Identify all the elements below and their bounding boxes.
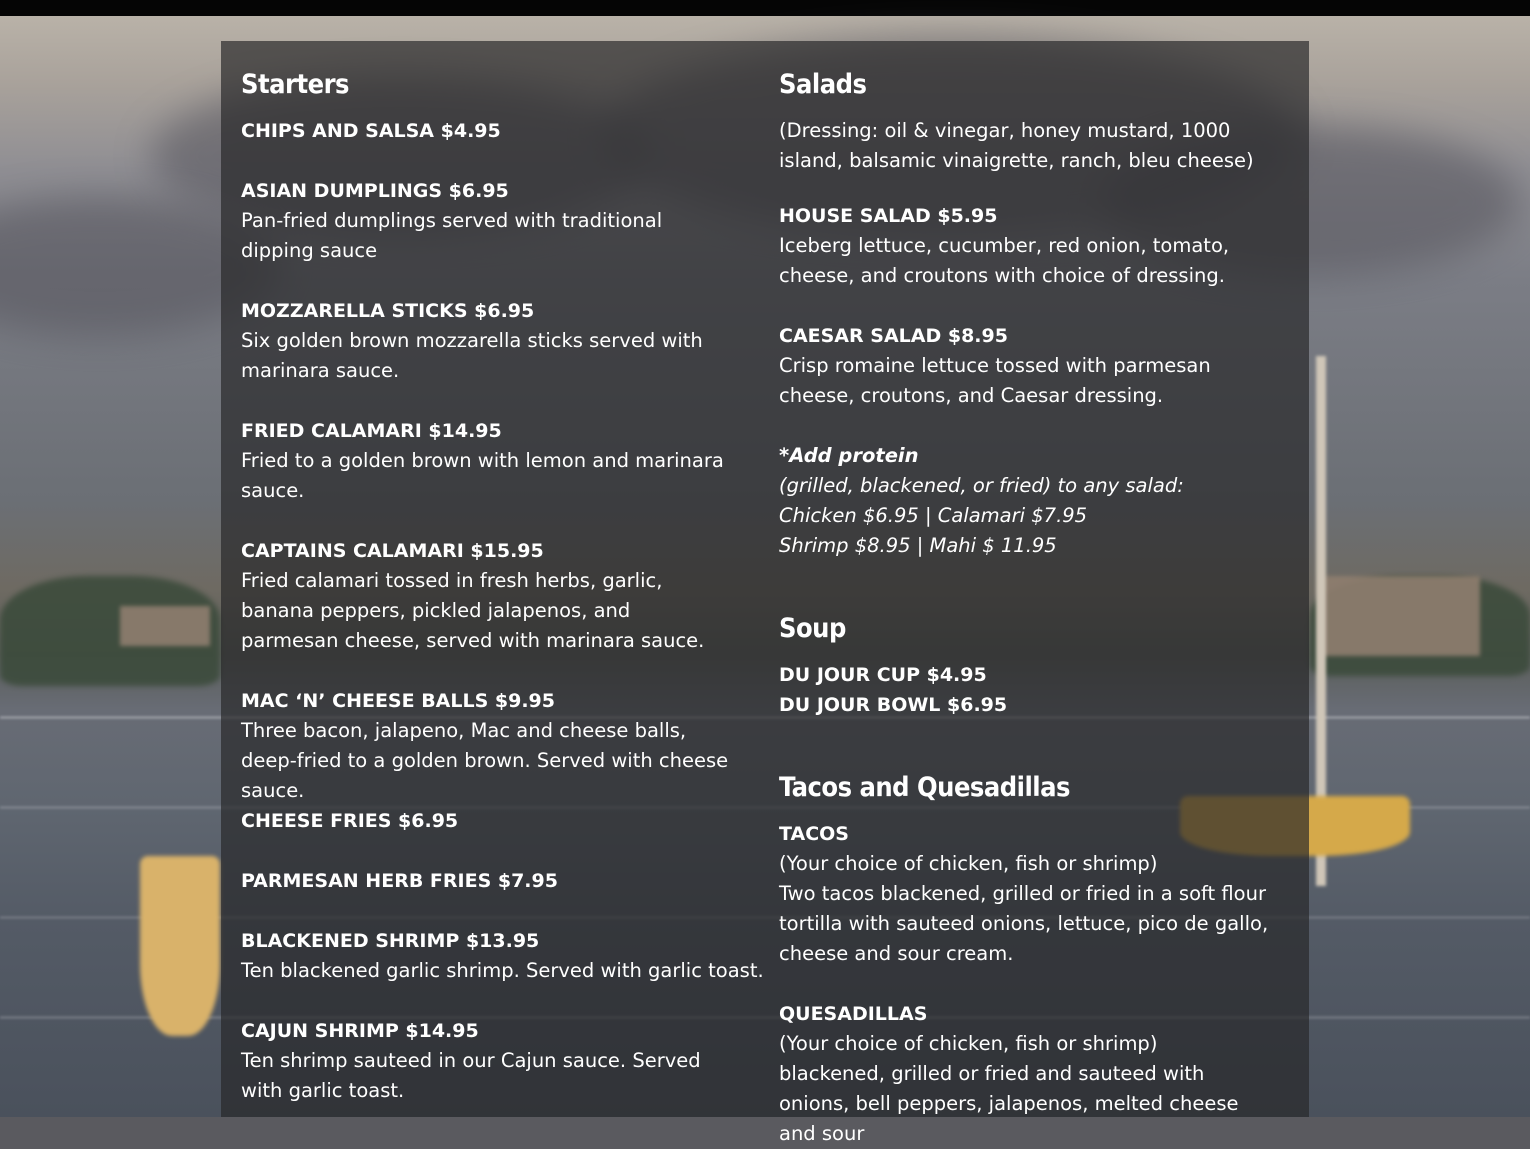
add-protein-heading: *Add protein <box>779 444 919 467</box>
menu-item <box>241 806 458 836</box>
menu-item <box>779 321 1279 411</box>
top-bar <box>0 0 1530 16</box>
item-choice: (Your choice of chicken, fish or shrimp) <box>779 852 1158 875</box>
item-description: Pan-fried dumplings served with traditional dipping sauce <box>241 209 663 262</box>
menu-item <box>241 416 731 506</box>
menu-item <box>241 296 711 386</box>
item-description: Two tacos blackened, grilled or fried in a soft flour tortilla with sauteed onions, lettuce, pico de gallo, cheese and sour cream. <box>779 882 1269 965</box>
item-name: HOUSE SALAD $5.95 <box>779 205 998 227</box>
dressing-note <box>779 116 1279 176</box>
item-name: MAC ‘N’ CHEESE BALLS $9.95 <box>241 690 556 712</box>
menu-item <box>241 866 558 896</box>
item-name: QUESADILLAS <box>779 1003 928 1025</box>
item-name: TACOS <box>779 823 849 845</box>
item-name: CHEESE FRIES $6.95 <box>241 810 459 832</box>
item-name: CHIPS AND SALSA $4.95 <box>241 120 501 142</box>
item-description: Six golden brown mozzarella sticks served with marinara sauce. <box>241 329 703 382</box>
add-protein-line: (grilled, blackened, or fried) to any salad: <box>779 474 1184 497</box>
menu-item <box>241 536 731 656</box>
item-description: Fried calamari tossed in fresh herbs, garlic, banana peppers, pickled jalapenos, and parmesan cheese, served with marinara sauce. <box>241 569 705 652</box>
add-protein-note <box>779 441 1291 561</box>
menu-item <box>779 819 1269 969</box>
soup-title: Soup <box>779 613 846 644</box>
menu-item <box>241 176 741 266</box>
item-name: ASIAN DUMPLINGS $6.95 <box>241 180 509 202</box>
salads-title: Salads <box>779 69 867 100</box>
menu-item <box>241 1016 741 1106</box>
menu-panel <box>221 41 1309 1145</box>
add-protein-line: Shrimp $8.95 | Mahi $ 11.95 <box>779 534 1057 557</box>
tacos-title: Tacos and Quesadillas <box>779 772 1070 803</box>
item-name: FRIED CALAMARI $14.95 <box>241 420 502 442</box>
dressing-text: (Dressing: oil & vinegar, honey mustard, 1000 island, balsamic vinaigrette, ranch, bleu cheese) <box>779 119 1254 172</box>
menu-item <box>241 926 764 986</box>
item-name: CAPTAINS CALAMARI $15.95 <box>241 540 544 562</box>
item-name: PARMESAN HERB FRIES $7.95 <box>241 870 558 892</box>
menu-item <box>241 686 736 806</box>
starters-title: Starters <box>241 69 350 100</box>
menu-item <box>241 116 501 146</box>
item-name: BLACKENED SHRIMP $13.95 <box>241 930 540 952</box>
item-description: blackened, grilled or fried and sauteed with onions, bell peppers, jalapenos, melted cheese and sour <box>779 1062 1239 1145</box>
item-choice: (Your choice of chicken, fish or shrimp) <box>779 1032 1158 1055</box>
add-protein-line: Chicken $6.95 | Calamari $7.95 <box>779 504 1088 527</box>
item-name: DU JOUR BOWL $6.95 <box>779 694 1008 716</box>
item-description: Crisp romaine lettuce tossed with parmesan cheese, croutons, and Caesar dressing. <box>779 354 1211 407</box>
item-name: DU JOUR CUP $4.95 <box>779 664 987 686</box>
item-name: CAJUN SHRIMP $14.95 <box>241 1020 479 1042</box>
item-name: MOZZARELLA STICKS $6.95 <box>241 300 535 322</box>
menu-item <box>779 999 1269 1149</box>
menu-item <box>779 201 1291 291</box>
item-description: Ten shrimp sauteed in our Cajun sauce. Served with garlic toast. <box>241 1049 701 1102</box>
item-name: CAESAR SALAD $8.95 <box>779 325 1008 347</box>
item-description: Iceberg lettuce, cucumber, red onion, tomato, cheese, and croutons with choice of dressing. <box>779 234 1230 287</box>
item-description: Three bacon, jalapeno, Mac and cheese balls, deep-fried to a golden brown. Served with cheese sauce. <box>241 719 729 802</box>
item-description: Fried to a golden brown with lemon and marinara sauce. <box>241 449 724 502</box>
item-description: Ten blackened garlic shrimp. Served with garlic toast. <box>241 959 764 982</box>
soup-items <box>779 660 1007 720</box>
